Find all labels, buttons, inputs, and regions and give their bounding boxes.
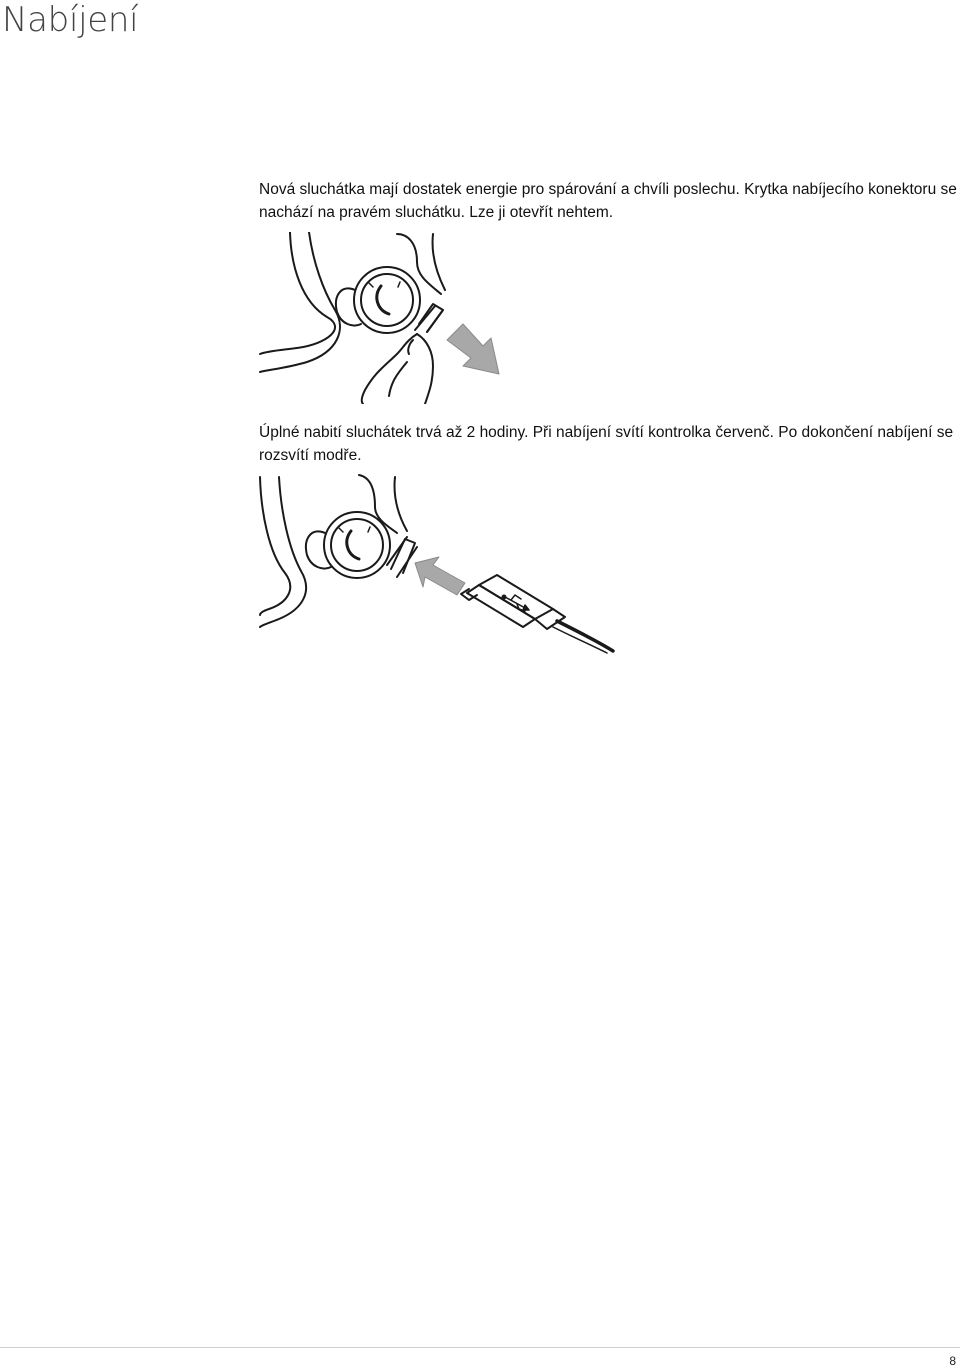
charging-port-open-cover — [387, 537, 417, 577]
usb-symbol-icon — [502, 595, 529, 611]
ear-hook-outline — [260, 232, 340, 372]
page-title: Nabíjení — [2, 0, 139, 40]
arrow-icon — [415, 557, 465, 595]
fingernail-hand — [362, 334, 433, 404]
instruction-charging-time: Úplné nabití sluchátek trvá až 2 hodiny. Při nabíjení svítí kontrolka červenč. Po dokončení nabíjení se rozsvítí modře. — [259, 424, 954, 464]
earbud-body — [306, 475, 407, 578]
illustration-connect-usb-cable — [257, 473, 617, 655]
arrow-icon — [447, 324, 499, 374]
usb-cable-icon — [461, 575, 613, 653]
instruction-open-cover: Nová sluchátka mají dostatek energie pro spárování a chvíli poslechu. Krytka nabíjecího konektoru se nachází na pravém sluchátku. Lze ji otevřít nehtem. — [259, 181, 957, 221]
earbud-body — [336, 234, 445, 333]
illustration-open-charging-cover — [257, 232, 517, 404]
footer-divider — [0, 1347, 960, 1348]
page-number: 8 — [949, 1354, 956, 1368]
ear-hook-outline — [260, 477, 306, 627]
